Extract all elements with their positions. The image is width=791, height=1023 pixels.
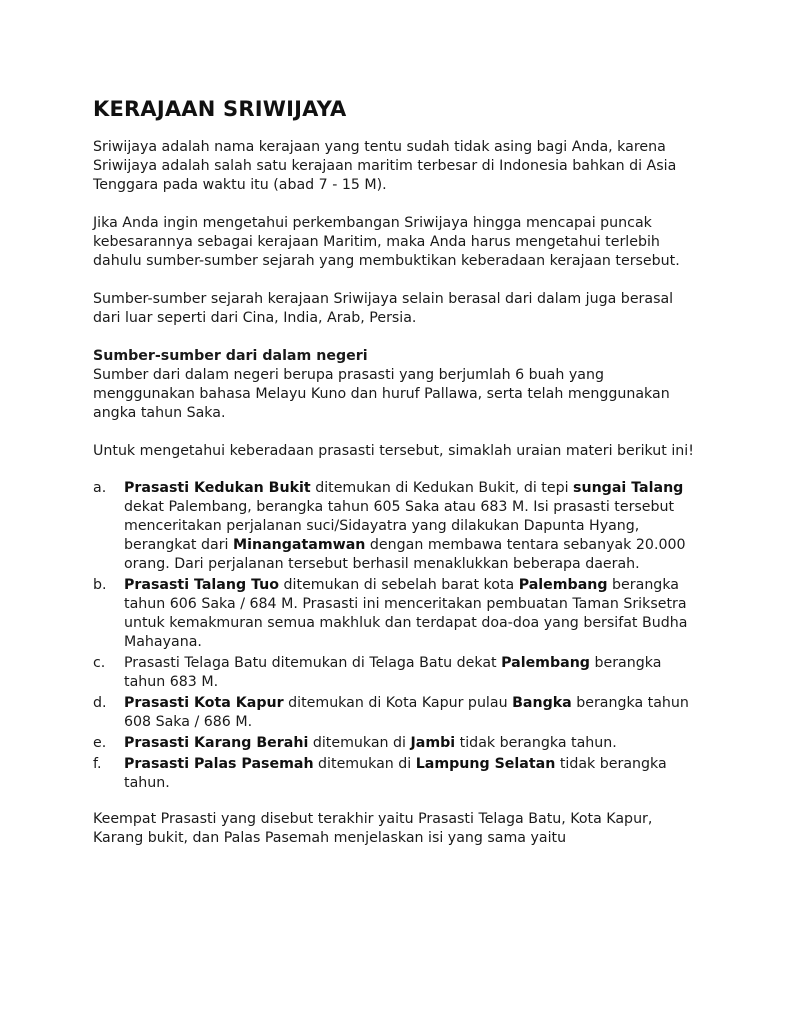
item-text: tidak berangka tahun. xyxy=(124,756,667,791)
bold-term: sungai Talang xyxy=(573,480,684,496)
item-text: ditemukan di Kedukan Bukit, di tepi xyxy=(310,480,574,496)
paragraph-development: Jika Anda ingin mengetahui perkembangan Sriwijaya hingga mencapai puncak kebesarannya sebagai kerajaan Maritim, maka Anda harus mengetahui terlebih dahulu sumber-sumber sejarah yang membuktikan keberadaan kerajaan tersebut. xyxy=(93,215,680,269)
list-marker: b. xyxy=(93,577,107,593)
list-item xyxy=(93,755,703,793)
item-text: berangka tahun 608 Saka / 686 M. xyxy=(124,695,689,730)
list-item xyxy=(93,734,703,753)
closing-paragraph: Keempat Prasasti yang disebut terakhir yaitu Prasasti Telaga Batu, Kota Kapur, Karang bukit, dan Palas Pasemah menjelaskan isi yang sama yaitu xyxy=(93,811,653,846)
bold-term: Lampung Selatan xyxy=(415,756,556,772)
list-marker: f. xyxy=(93,756,102,772)
item-text: ditemukan di Kota Kapur pulau xyxy=(283,695,513,711)
item-text: ditemukan di xyxy=(308,735,411,751)
bold-term: Prasasti Talang Tuo xyxy=(124,577,280,593)
section-heading: Sumber-sumber dari dalam negeri xyxy=(93,348,368,364)
item-text: berangka tahun 606 Saka / 684 M. Prasasti ini menceritakan pembuatan Taman Sriksetra untuk kemakmuran semua makhluk dan terdapat doa-doa yang bersifat Budha Mahayana. xyxy=(124,577,688,650)
list-marker: c. xyxy=(93,655,106,671)
bold-term: Palembang xyxy=(501,655,590,671)
list-item xyxy=(93,479,703,574)
list-intro: Untuk mengetahui keberadaan prasasti tersebut, simaklah uraian materi berikut ini! xyxy=(93,443,694,459)
paragraph-sources: Sumber-sumber sejarah kerajaan Sriwijaya selain berasal dari dalam juga berasal dari luar seperti dari Cina, India, Arab, Persia. xyxy=(93,291,674,326)
list-marker: a. xyxy=(93,480,107,496)
inscription-list xyxy=(93,479,703,793)
list-marker: d. xyxy=(93,695,107,711)
list-item xyxy=(93,576,703,652)
bold-term: Prasasti Karang Berahi xyxy=(124,735,309,751)
bold-term: Jambi xyxy=(410,735,456,751)
document-title: KERAJAAN SRIWIJAYA xyxy=(93,97,347,121)
bold-term: Prasasti Palas Pasemah xyxy=(124,756,314,772)
item-text: ditemukan di sebelah barat kota xyxy=(279,577,519,593)
item-text: dekat Palembang, berangka tahun 605 Saka atau 683 M. Isi prasasti tersebut menceritakan perjalanan suci/Sidayatra yang dilakukan Dapunta Hyang, berangkat dari xyxy=(124,499,675,553)
list-marker: e. xyxy=(93,735,107,751)
bold-term: Prasasti Kota Kapur xyxy=(124,695,284,711)
bold-term: Prasasti Kedukan Bukit xyxy=(124,480,311,496)
item-text: Prasasti Telaga Batu ditemukan di Telaga Batu dekat xyxy=(124,655,502,671)
list-item xyxy=(93,694,703,732)
bold-term: Palembang xyxy=(518,577,608,593)
item-text: ditemukan di xyxy=(313,756,416,772)
list-item xyxy=(93,654,703,692)
paragraph-intro: Sriwijaya adalah nama kerajaan yang tentu sudah tidak asing bagi Anda, karena Sriwijaya adalah salah satu kerajaan maritim terbesar di Indonesia bahkan di Asia Tenggara pada waktu itu (abad 7 - 15 M). xyxy=(93,139,677,193)
item-text: tidak berangka tahun. xyxy=(455,735,617,751)
bold-term: Bangka xyxy=(512,695,572,711)
bold-term: Minangatamwan xyxy=(232,537,366,553)
document-body xyxy=(93,94,703,848)
item-text: dengan membawa tentara sebanyak 20.000 orang. Dari perjalanan tersebut berhasil menaklukkan beberapa daerah. xyxy=(124,537,686,572)
item-text: berangka tahun 683 M. xyxy=(124,655,662,690)
section-text: Sumber dari dalam negeri berupa prasasti yang berjumlah 6 buah yang menggunakan bahasa Melayu Kuno dan huruf Pallawa, serta telah menggunakan angka tahun Saka. xyxy=(93,367,670,421)
